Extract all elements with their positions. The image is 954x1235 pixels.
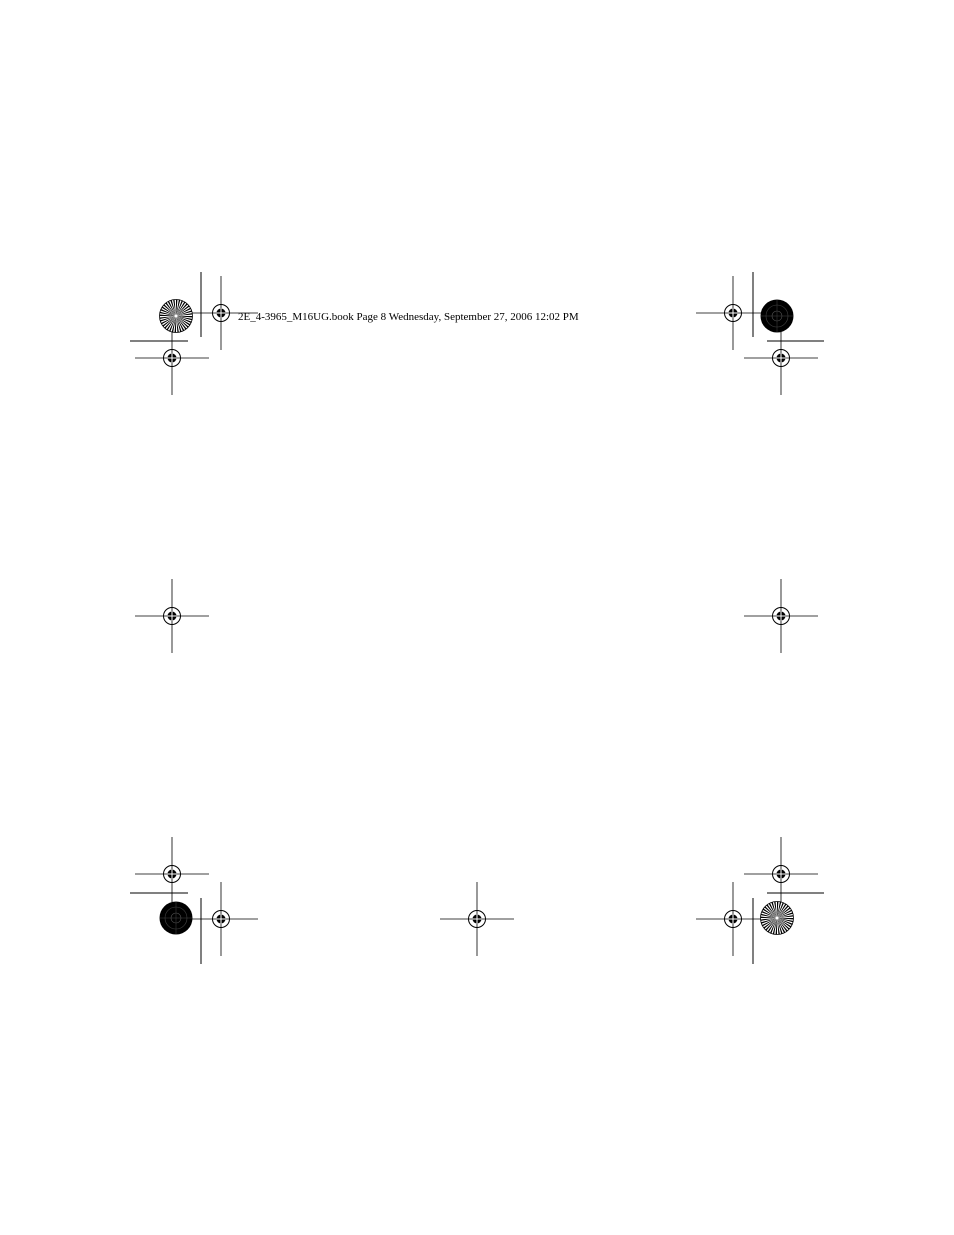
color-bar-starburst-icon [160,902,193,935]
trim-lines [130,272,824,964]
registration-target-icon [744,321,818,395]
registration-target-icon [744,837,818,911]
color-bar-starburst-icon [160,300,193,333]
registration-target-icon [184,276,258,350]
registration-target-icon [184,882,258,956]
color-bar-starburst-icon [761,300,794,333]
page-slug-line: 2E_4-3965_M16UG.book Page 8 Wednesday, September 27, 2006 12:02 PM [238,311,579,323]
registration-target-icon [135,579,209,653]
color-bar-starburst-icon [761,902,794,935]
registration-target-icon [135,837,209,911]
registration-target-icon [744,579,818,653]
registration-target-icon [696,276,770,350]
registration-target-icon [440,882,514,956]
registration-target-icon [696,882,770,956]
